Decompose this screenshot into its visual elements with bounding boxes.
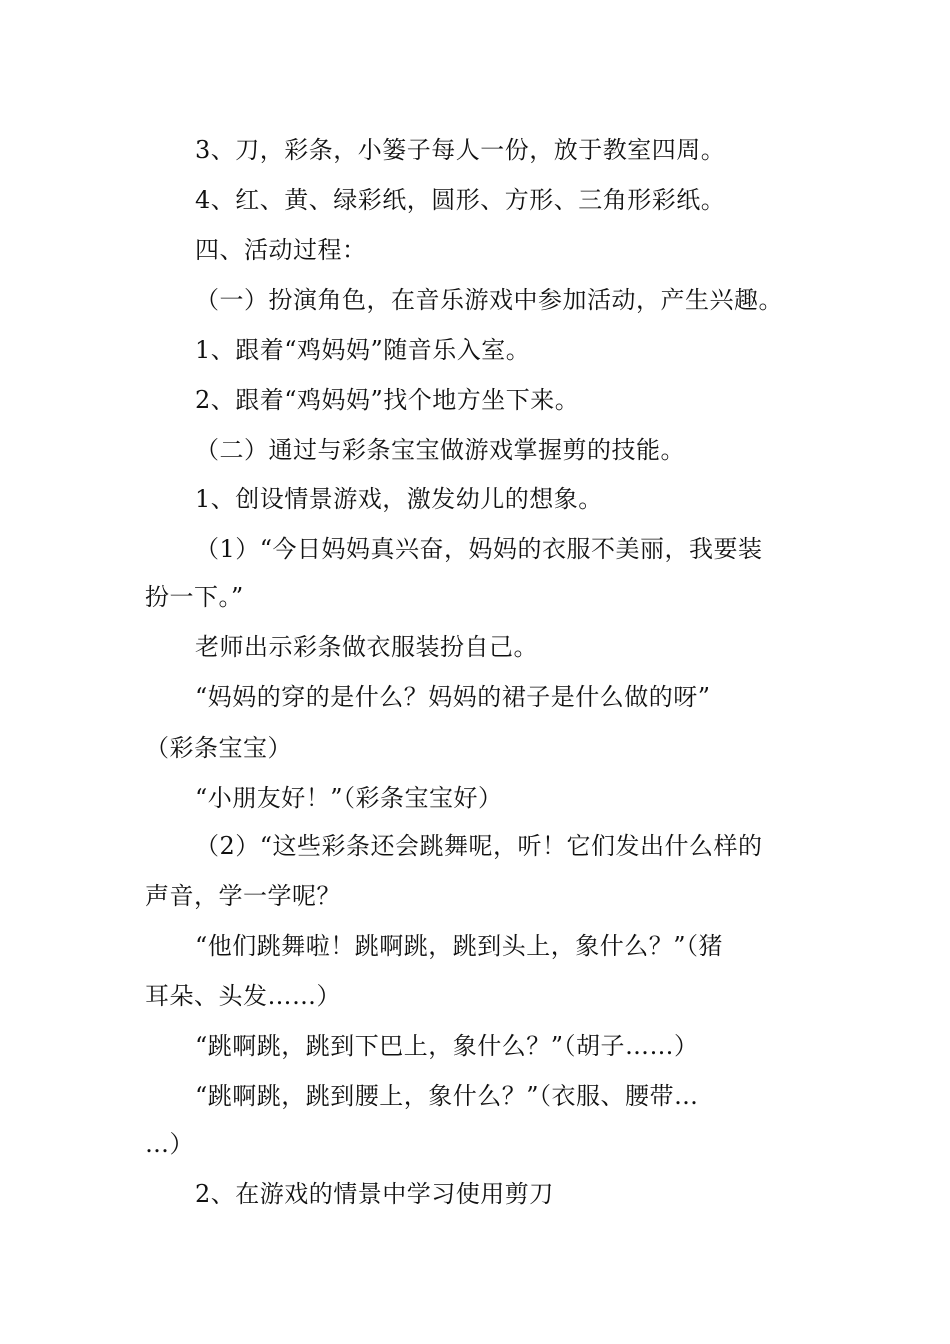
text-line: “跳啊跳，跳到下巴上，象什么？”（胡子……） — [195, 1032, 699, 1060]
text-line: （彩条宝宝） — [145, 734, 292, 762]
text-line: “小朋友好！”（彩条宝宝好） — [195, 784, 503, 812]
text-line: 2、在游戏的情景中学习使用剪刀 — [195, 1180, 554, 1208]
text-line: “他们跳舞啦！跳啊跳，跳到头上，象什么？”（猪 — [195, 932, 724, 960]
subsection-heading: （二）通过与彩条宝宝做游戏掌握剪的技能。 — [195, 436, 685, 464]
text-line: 耳朵、头发……） — [145, 982, 341, 1010]
text-line: （2）“这些彩条还会跳舞呢，听！它们发出什么样的 — [195, 832, 763, 860]
text-line: 声音，学一学呢？ — [145, 882, 341, 910]
text-line: 3、刀，彩条，小篓子每人一份，放于教室四周。 — [195, 136, 726, 164]
text-line: 1、跟着“鸡妈妈”随音乐入室。 — [195, 336, 531, 364]
text-line: “妈妈的穿的是什么？妈妈的裙子是什么做的呀” — [195, 683, 711, 711]
text-line: 4、红、黄、绿彩纸，圆形、方形、三角形彩纸。 — [195, 186, 726, 214]
text-line: （1）“今日妈妈真兴奋，妈妈的衣服不美丽，我要装 — [195, 535, 763, 563]
text-line: …） — [145, 1130, 194, 1158]
text-line: 老师出示彩条做衣服装扮自己。 — [195, 633, 538, 661]
text-line: 扮一下。” — [145, 583, 244, 611]
section-heading: 四、活动过程： — [195, 236, 367, 264]
subsection-heading: （一）扮演角色，在音乐游戏中参加活动，产生兴趣。 — [195, 286, 783, 314]
text-line: 2、跟着“鸡妈妈”找个地方坐下来。 — [195, 386, 580, 414]
text-line: 1、创设情景游戏，激发幼儿的想象。 — [195, 485, 603, 513]
text-line: “跳啊跳，跳到腰上，象什么？”（衣服、腰带… — [195, 1082, 699, 1110]
